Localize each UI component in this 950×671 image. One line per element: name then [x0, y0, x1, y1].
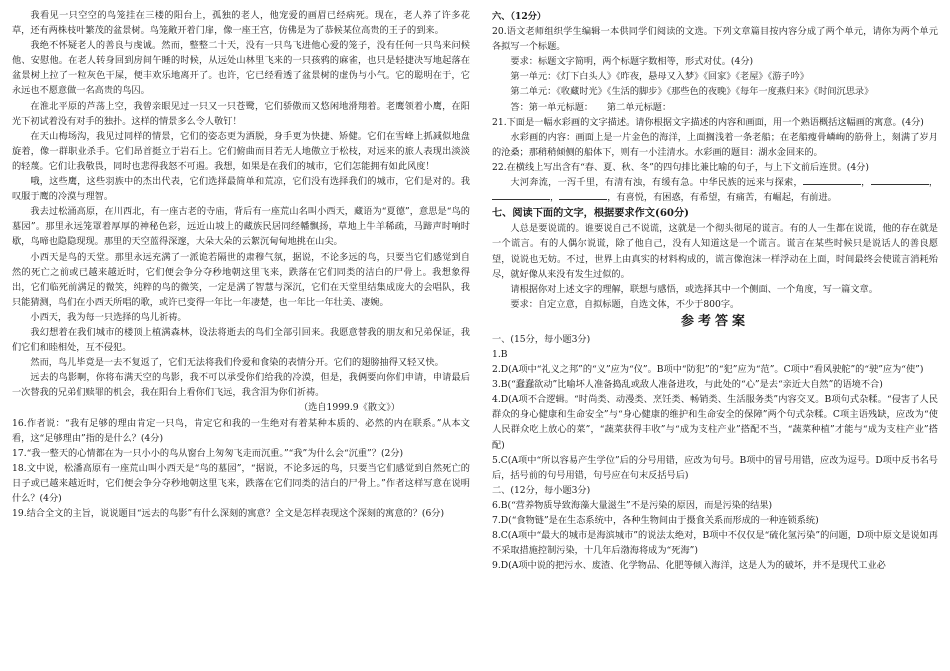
- answer-line: 一、(15分，每小题3分): [492, 333, 591, 345]
- section-7-title: 七、阅读下面的文字，根据要求作文(60分): [492, 207, 690, 220]
- section-6-title: 六、（12分）: [492, 11, 547, 22]
- question-16: 16.作者说：“我有足够的理由肯定一只鸟，肯定它和我的一生绝对有着某种本质的、必然的内在联系。”从本文看，这“足够理由”指的是什么？(4分): [12, 417, 470, 444]
- question-19: 19.结合全文的主旨，说说题目“远去的鸟影”有什么深刻的寓意？全文是怎样表现这个深刻的寓意的？(6分): [12, 508, 445, 520]
- answer-line: 1.B: [492, 348, 508, 360]
- answers-title: 参考答案: [680, 313, 749, 329]
- left-column: [12, 8, 470, 671]
- fill-blank-4[interactable]: [559, 190, 607, 200]
- question-22: 22.在横线上写出含有“春、夏、秋、冬”的四句排比兼比喻的句子，与上下文前后连贯。(4分): [492, 161, 869, 173]
- answer-line: 2.D(A项中“礼义之邦”的“义”应为“仪”。B项中“防犯”的“犯”应为“范”。C项中“看风驶舵”的“驶”应为“使”): [492, 364, 924, 376]
- question-20-requirement: 要求：标题文字简明，两个标题字数相等，形式对仗。(4分): [510, 56, 754, 68]
- essay-paragraph-7: 小西天是鸟的天堂。那里永远充满了一派诡若隔世的肃穆气氛，据说，不论多远的鸟，只要当它们感觉到自然的死亡之前或已越来越近时，它们便会争分夺秒地朝这里飞来，跌落在它们同类的洁白的尸骨上。我想象得出，它们临死前满足的微笑，纯粹的鸟的微笑，一定是满了智慧与深沉，它们在天堂里结集成庞大的会唱队，我只能猜测，鸟们在小西天所唱的歌，或许已变得一年比一年凄楚，也一年比一年壮美、凄婉。: [12, 251, 470, 308]
- essay-paragraph-6: 我去过松涌高原，在川西北，有一座古老的寺庙，背后有一座荒山名叫小西天，藏语为“夏德”，意思是“鸟的墓园”。那里永远笼罩着厚厚的神秘色彩，远近山坡上的藏族民居同经幡飘扬，草地上牛羊稀疏，马蹄声时响时歇，鸟啼也隐隐现现。那里的天空蓝得深邃，大朵大朵的云絮沉甸甸地挑在山尖。: [12, 206, 470, 248]
- essay-requirement-2: 要求：自定立意，自拟标题，自选文体，不少于800字。: [510, 298, 740, 310]
- essay-paragraph-10: 然而，鸟儿毕竟是一去不复返了，它们无法将我们伶爱和食染的表情分开。它们的翅膀抽得又轻又快。: [30, 357, 444, 369]
- answer-line: 5.C(A项中“所以容易产生学位”后的分号用错，应改为句号。B项中的冒号用错，应改为逗号。D项中反书名号后，括号前的句号用错，句号应在句末反括号后): [492, 454, 938, 481]
- question-20-answer-line: 答：第一单元标题： 第二单元标题：: [510, 101, 672, 113]
- essay-paragraph-3: 在淮北平原的芦荡上空，我曾亲眼见过一只又一只苍鹭，它们骄傲而又悠闲地滑翔着。老鹰领着小鹰，在阳光下初试着没有对手的独扑。这样的情景多么令人敬钉！: [12, 100, 470, 127]
- answer-line: 8.C(A项中“最大的城市是海滨城市”的说法太绝对，B项中不仅仅是“硫化氢污染”的问题，D项中原文是说如再不采取措施控制污染，十几年后渤海将成为“死海”): [492, 530, 938, 557]
- unit-1-list: 第一单元：《灯下白头人》《昨夜，悬母又入梦》《回家》《老屋》《游子吟》: [510, 71, 809, 83]
- right-column: [492, 8, 938, 671]
- essay-source: （选自1999.9《散文》）: [298, 402, 400, 414]
- question-17: 17.“我一整天的心情都在为一只小小的鸟从窗台上匆匆飞走而沉重。”“我”为什么会“沉重”？(2分): [12, 447, 404, 459]
- essay-requirement-1: 请根据你对上述文字的理解，联想与感悟，或选择其中一个侧面、一个角度，写一篇文章。: [510, 283, 878, 295]
- question-22-text: 大河奔流，一泻千里，有清有浊，有缓有急。中华民族的远来与探索， ， ，， ，有喜悦，有困惑，有希望，有痛苦，有崛起，有前进。: [492, 175, 938, 205]
- question-22-tail: ，有喜悦，有困惑，有希望，有痛苦，有崛起，有前进。: [607, 192, 837, 204]
- essay-paragraph-9: 我幻想着在我们城市的楼顶上植满森林，设法将逝去的鸟们全部引回来。我愿意替我的朋友和兄弟保证，我们它们和睦相处，互不侵犯。: [12, 326, 470, 354]
- question-18: 18.文中说，松潘高原有一座荒山叫小西天是“鸟的墓园”，“据说，不论多远的鸟，只要当它们感觉到自然死亡的日子或已越来越近时，它们便会争分夺秒地朝这里飞来，跌落在它们同类的洁白的尸骨上。”作者这样写意在说明什么？(4分): [12, 462, 470, 504]
- question-22-lead: 大河奔流，一泻千里，有清有浊，有缓有急。中华民族的远来与探索，: [510, 177, 803, 189]
- answer-line: 4.D(A项不合逻辑。“时尚类、动漫类、烹饪类、畅销类、生活服务类”内容交叉。B项句式杂糅。“侵害了人民群众的身心健康和生命安全”与“身心健康的维护和生命安全的保障”两个句式杂糅。C项主语残缺，应改为“使人民群众吃上放心的菜”，“蔬菜获得丰收”与“成为支柱产业”搭配不当，“蔬菜种植”才能与“成为支柱产业”搭配): [492, 394, 938, 451]
- answer-line: 6.B(“营养物质导致海藻大量滋生”不是污染的原因，而是污染的结果): [492, 499, 773, 511]
- answer-line: 7.D(“食物链”是在生态系统中，各种生物间由于摄食关系而形成的一种连锁系统): [492, 515, 819, 526]
- essay-paragraph-2: 我绝不怀疑老人的善良与虔诚。然而，整整二十天，没有一只鸟飞进他心爱的笼子，没有任何一只鸟来问候他、安慰他。在老人转身回到房间午睡的时候，从远处山林里飞来的一只孩鸦的麻雀，也只是轻捷决写地起落在盆景树上拉了一粒灰色干屎，便丰欢乐地离开了。也许，它已经看透了盆景树的虚伪与小气。它的聪明在于，它永远也不愿意做一名高贵的鸟囚。: [12, 40, 470, 97]
- essay-paragraph-11: 远去的鸟影啊，你将布满天空的鸟影，我不可以承受你们给我的冷漠，但是，我俩要向你们申请，申请最后一次替我的兄弟们赎罪的机会，我在阳台上看你们飞远，我含泪为你们祈祷。: [12, 372, 470, 399]
- question-20: 20.语文老师组织学生编辑一本供同学们阅读的文选。下列文章篇目按内容分成了两个单元，请你为两个单元各拟写一个标题。: [492, 26, 938, 53]
- question-21-description: 水彩画的内容：画面上是一片金色的海洋，上面搁浅着一条老船；在老船瘦骨嶙峋的筋骨上，刻满了岁月的沧桑；那稍稍倾侧的船体下，则有一小洼清水。水彩画的题目：湖水金回来的。: [492, 131, 938, 158]
- essay-prompt: 人总是要说谎的。谁要说自己不说谎，这就是一个彻头彻尾的谎言。有的人一生都在说谎，他的存在就是一个谎言。有的人偶尔说谎，除了他自己，没有人知道这是一个谎言。谎言在某些时候只是说话人的善良愿望，说说也无妨。不过，世界上由真实的材料构成的，谎言像泡沫一样浮动在上面，时间最终会使谎言消耗殆尽，就好像从来没有发生过似的。: [492, 223, 938, 280]
- fill-blank-1[interactable]: [803, 175, 861, 185]
- essay-paragraph-4: 在天山梅场沟，我见过同样的情景，它们的姿态更为洒脱，身手更为快捷、矫健。它们在雪峰上抓减似地盘旋着，像一群职业杀手。它们昂首挺立于岩石上。它们俯曲而目若无人地傲立于松枝，对远来的旅人表现出淡淡的轻蔑。它们让我敬畏，同时也悲得我怒不可遏。我想，如果是在我们的城市，它们怎能拥有如此风度！: [12, 130, 470, 172]
- essay-paragraph-1: 我看见一只空空的鸟笼挂在三楼的阳台上，孤独的老人，他宠爱的画眉已经病死。现在，老人养了许多花草，还有两株枝叶繁茂的盆景树。鸟笼敞开着门扉，像一座王宫，仿佛是为了恭候某位高贵的王子的到来。: [12, 10, 470, 37]
- question-21: 21.下面是一幅水彩画的文字描述。请你根据文字描述的内容和画面，用一个熟语概括这幅画的寓意。(4分): [492, 116, 924, 128]
- answer-line: 9.D(A项中说的把污水、废渣、化学物品、化肥等倾入海洋，这是人为的破坏，并不是现代工业必: [492, 560, 886, 572]
- answer-line: 3.B(“蠢蠢欲动”比喻坏人准备捣乱或敌人准备进攻，与此处的“心”是去“亲近大自然”的语境不合): [492, 379, 883, 391]
- fill-blank-2[interactable]: [871, 175, 929, 185]
- unit-2-list: 第二单元：《收藏时光》《生活的脚步》《那些色的夜晚》《每年一度燕归来》《时间沉思录》: [510, 86, 874, 98]
- answer-line: 二、(12分，每小题3分): [492, 484, 591, 496]
- fill-blank-3[interactable]: [492, 190, 550, 200]
- essay-paragraph-8: 小西天，我为每一只选择的鸟儿祈祷。: [30, 311, 187, 323]
- essay-paragraph-5: 哦，这些鹰，这些羽族中的杰出代表，它们选择最简单和荒凉，它们没有选择我们的城市，它们是对的。我叹服于鹰的冷漠与理智。: [12, 176, 470, 203]
